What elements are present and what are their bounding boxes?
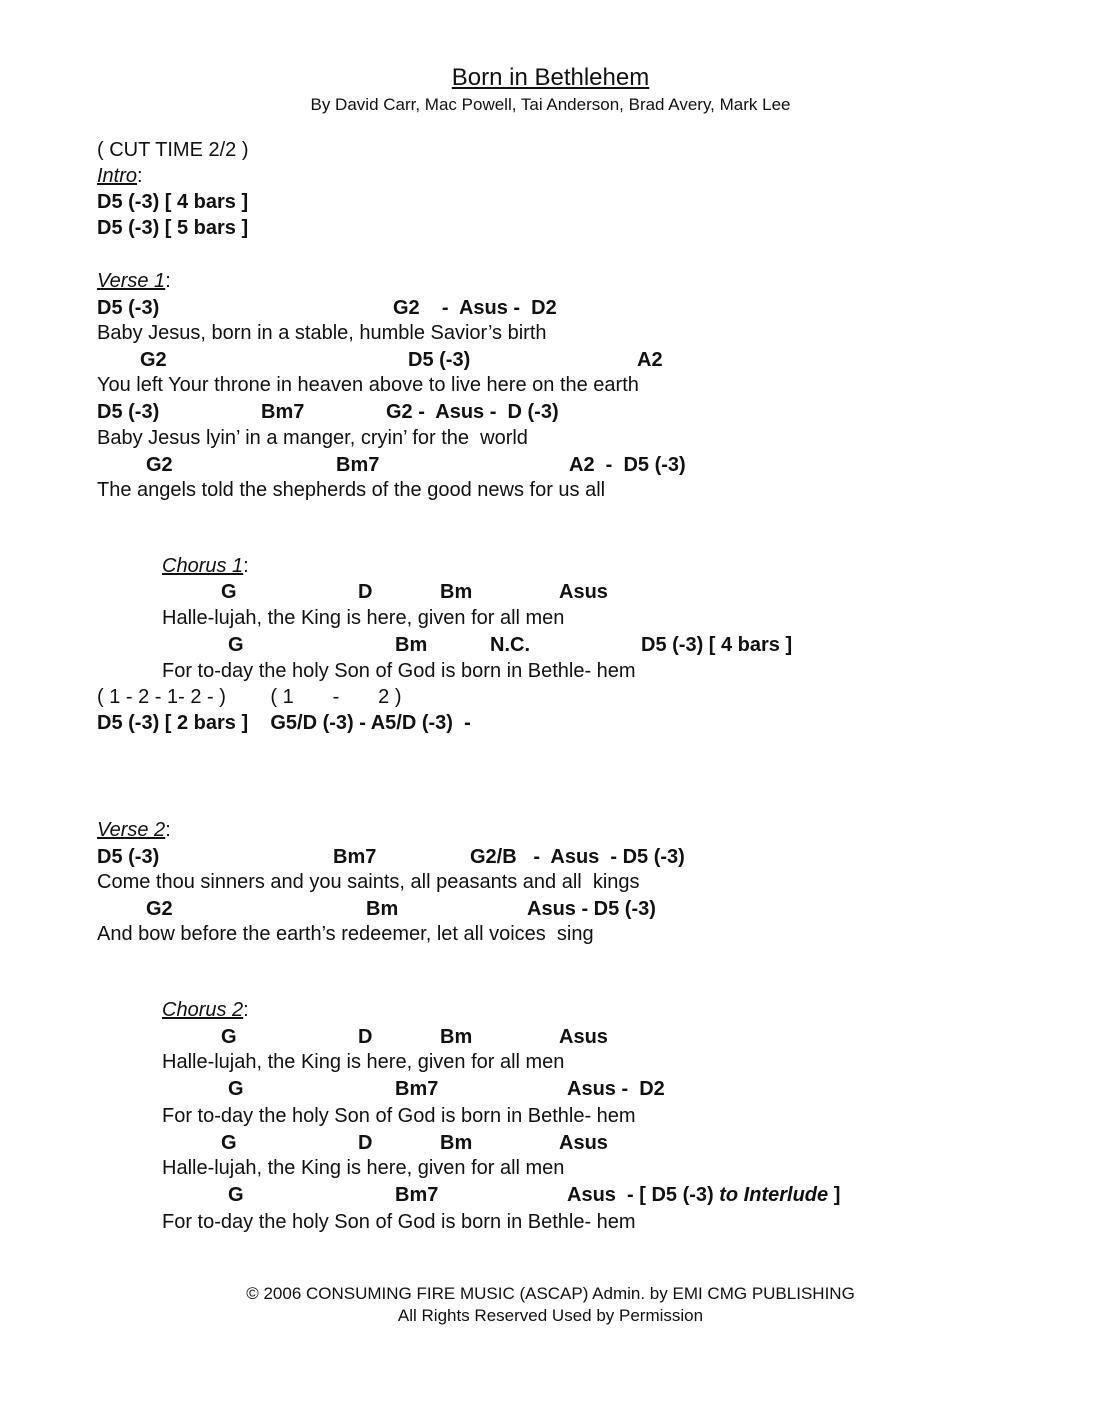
chord: G2 - Asus - D (-3) [386, 401, 559, 423]
chord: A2 [637, 349, 663, 371]
chord: Bm7 [333, 846, 377, 868]
chord: Bm7 [261, 401, 305, 423]
intro-chord-line-1: D5 (-3) [ 4 bars ] [97, 191, 249, 213]
chord: G [221, 1026, 237, 1048]
chorus2-label: Chorus 2 [162, 999, 244, 1021]
copyright-notice: © 2006 CONSUMING FIRE MUSIC (ASCAP) Admin. by EMI CMG PUBLISHING [246, 1284, 855, 1303]
chord: Bm [440, 1132, 473, 1154]
chord: D5 (-3) [97, 297, 160, 319]
chord: D5 (-3) [97, 401, 160, 423]
chord: G [228, 634, 244, 656]
lyric-line: For to-day the holy Son of God is born in Bethle- hem [162, 1211, 636, 1233]
chord: A2 - D5 (-3) [569, 454, 686, 476]
chord: G2 [146, 898, 173, 920]
lyric-line: Halle-lujah, the King is here, given for all men [162, 607, 565, 629]
verse1-label: Verse 1 [97, 270, 166, 292]
lyric-line: Halle-lujah, the King is here, given for all men [162, 1157, 565, 1179]
chord: D5 (-3) [ 4 bars ] [641, 634, 793, 656]
chord: Bm [366, 898, 399, 920]
lyric-line: Halle-lujah, the King is here, given for all men [162, 1051, 565, 1073]
chord: G2 [140, 349, 167, 371]
chorus1-heading: Chorus 1: [162, 555, 249, 577]
count-line: ( 1 - 2 - 1- 2 - ) ( 1 - 2 ) [97, 686, 402, 708]
chord: D5 (-3) [408, 349, 471, 371]
chord: Bm [440, 581, 473, 603]
chord: G2 - Asus - D2 [393, 297, 557, 319]
chord: D [358, 1132, 373, 1154]
interlude-chord-line [567, 1183, 840, 1207]
lyric-line: The angels told the shepherds of the good news for us all [97, 479, 606, 501]
lyric-line: For to-day the holy Son of God is born in Bethle- hem [162, 660, 636, 682]
chord: D [358, 1026, 373, 1048]
intro-heading: Intro: [97, 165, 143, 187]
lyric-line: Come thou sinners and you saints, all peasants and all kings [97, 871, 640, 893]
intro-chord-line-2: D5 (-3) [ 5 bars ] [97, 217, 249, 239]
song-authors: By David Carr, Mac Powell, Tai Anderson, Brad Avery, Mark Lee [310, 95, 791, 114]
tag-chord-line: D5 (-3) [ 2 bars ] G5/D (-3) - A5/D (-3) - [97, 712, 471, 734]
lyric-line: Baby Jesus lyin’ in a manger, cryin’ for the world [97, 427, 528, 449]
chord: Asus [559, 581, 608, 603]
time-signature: ( CUT TIME 2/2 ) [97, 139, 249, 161]
chord: Bm [395, 634, 428, 656]
lyric-line: For to-day the holy Son of God is born in Bethle- hem [162, 1105, 636, 1127]
lyric-line: And bow before the earth’s redeemer, let all voices sing [97, 923, 594, 945]
chord: G [221, 1132, 237, 1154]
chord: Asus - D5 (-3) [527, 898, 656, 920]
chord: G [228, 1184, 244, 1206]
bracket-close: ] [828, 1184, 841, 1206]
chord: G [221, 581, 237, 603]
chord: Asus - [ D5 (-3) [567, 1184, 720, 1206]
interlude-direction: to Interlude [719, 1184, 829, 1206]
verse2-label: Verse 2 [97, 819, 166, 841]
chord: N.C. [490, 634, 530, 656]
chord: D5 (-3) [97, 846, 160, 868]
chorus1-label: Chorus 1 [162, 555, 244, 577]
chord: Asus [559, 1132, 608, 1154]
chord: D [358, 581, 373, 603]
chord: G [228, 1078, 244, 1100]
intro-label: Intro [97, 165, 138, 187]
song-title: Born in Bethlehem [451, 64, 650, 91]
chorus2-heading: Chorus 2: [162, 999, 249, 1021]
lyric-line: Baby Jesus, born in a stable, humble Savior’s birth [97, 322, 547, 344]
chord: Bm7 [395, 1184, 439, 1206]
chord: Asus - D2 [567, 1078, 665, 1100]
verse2-heading: Verse 2: [97, 819, 171, 841]
chord: Bm7 [336, 454, 380, 476]
rights-notice: All Rights Reserved Used by Permission [397, 1306, 704, 1325]
lyric-line: You left Your throne in heaven above to live here on the earth [97, 374, 639, 396]
chord: Asus [559, 1026, 608, 1048]
chord: G2/B - Asus - D5 (-3) [470, 846, 685, 868]
chord: Bm7 [395, 1078, 439, 1100]
verse1-heading: Verse 1: [97, 270, 171, 292]
chord: Bm [440, 1026, 473, 1048]
chord: G2 [146, 454, 173, 476]
